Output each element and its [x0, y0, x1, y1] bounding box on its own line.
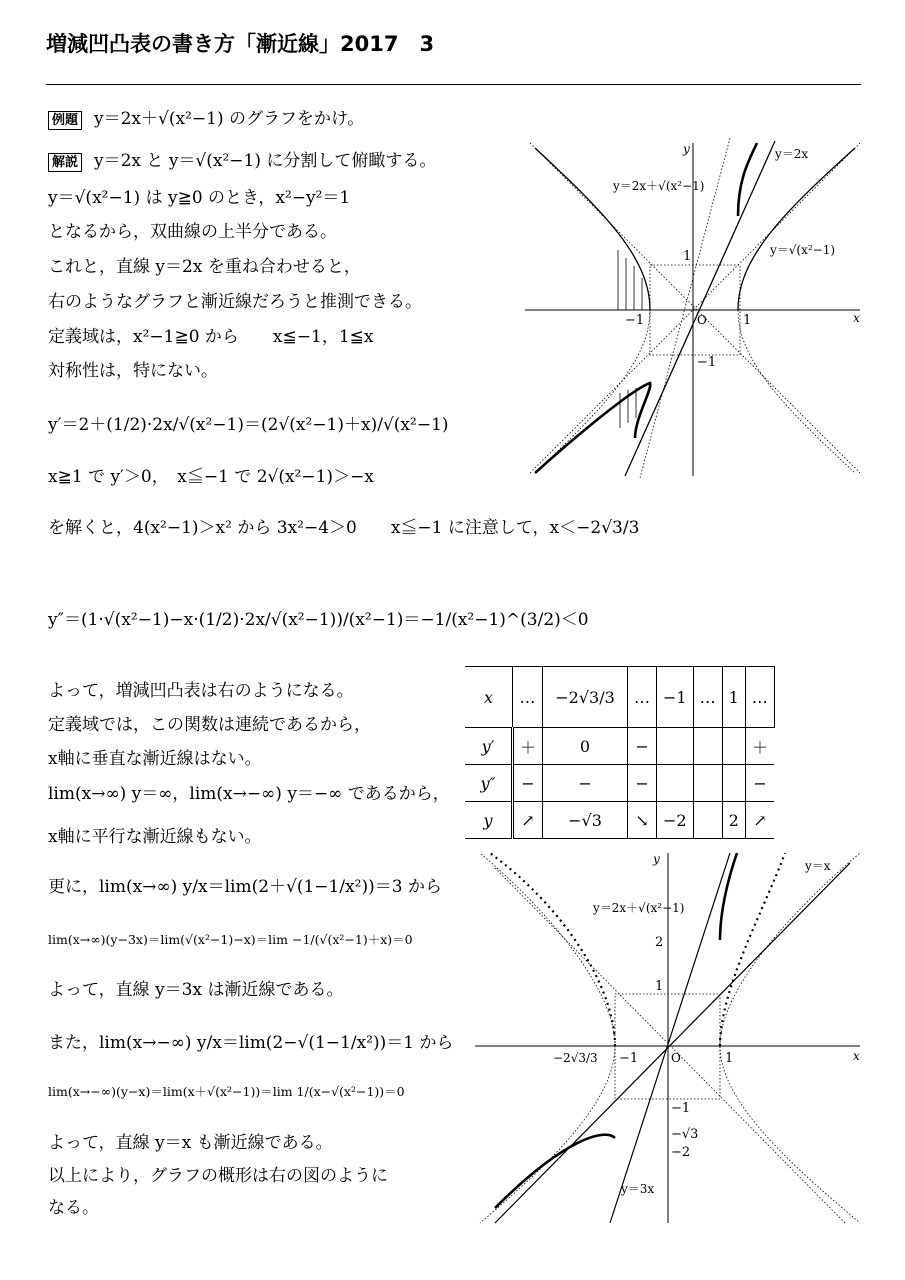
table-cell: …: [745, 667, 774, 728]
table-cell: …: [628, 667, 657, 728]
text-line: よって，増減凹凸表は右のようになる。: [48, 681, 354, 701]
text-line: 右のようなグラフと漸近線だろうと推測できる。: [48, 292, 422, 312]
graph-label: 1: [725, 1051, 734, 1066]
graph-label: y＝√(x²−1): [770, 243, 836, 257]
table-cell: −: [745, 765, 774, 802]
table-cell: [693, 765, 722, 802]
table-cell: y″: [465, 765, 513, 802]
table-cell: …: [513, 667, 543, 728]
graph-label: −1: [671, 1101, 691, 1116]
table-cell: −: [628, 728, 657, 765]
table-row: [465, 667, 774, 728]
table-cell: y: [465, 802, 513, 839]
table-cell: ＋: [513, 728, 543, 765]
graph-curve: [720, 853, 737, 940]
graph-label: y: [653, 852, 660, 866]
graph-label: 1: [655, 979, 664, 994]
graph-sketch: [525, 138, 865, 478]
text-line: 定義域は，x²−1≧0 から x≦−1，1≦x: [48, 327, 374, 347]
text-line: なる。: [48, 1198, 99, 1218]
graph-label: y＝2x: [775, 147, 809, 161]
table-cell: [722, 728, 745, 765]
text-line: x軸に垂直な漸近線はない。: [48, 749, 262, 769]
example-tag: 例題: [48, 111, 82, 130]
limit-line: lim(x→∞)(y−3x)＝lim(√(x²−1)−x)＝lim −1/(√(x²−1)＋x)＝0: [48, 932, 413, 947]
text-line: y＝2x と y＝√(x²−1) に分割して俯瞰する。: [94, 151, 437, 171]
text-line: よって，直線 y＝3x は漸近線である。: [48, 980, 344, 1000]
text-line: 更に，lim(x→∞) y/x＝lim(2＋√(1−1/x²))＝3 から: [48, 877, 442, 897]
solution-line: [48, 146, 436, 172]
variation-table: [465, 666, 775, 839]
graph-label: 1: [743, 313, 752, 328]
table-cell: 1: [722, 667, 745, 728]
graph-label: 1: [683, 249, 692, 264]
table-cell: ↗: [745, 802, 774, 839]
table-cell: 0: [543, 728, 628, 765]
text-line: x軸に平行な漸近線もない。: [48, 827, 262, 847]
table-cell: 2: [722, 802, 745, 839]
text-line: y＝√(x²−1) は y≧0 のとき，x²−y²＝1: [48, 188, 351, 208]
graph-label: y＝2x＋√(x²−1): [593, 901, 685, 915]
graph-curve: [738, 143, 757, 216]
text-line: lim(x→∞) y＝∞，lim(x→−∞) y＝−∞ であるから，: [48, 784, 450, 804]
table-cell: ↘: [628, 802, 657, 839]
table-cell: ↗: [513, 802, 543, 839]
table-cell: [693, 802, 722, 839]
table-cell: …: [693, 667, 722, 728]
graph-label: −1: [619, 1051, 639, 1066]
table-cell: [722, 765, 745, 802]
table-cell: −2: [657, 802, 694, 839]
solution-tag: 解説: [48, 153, 82, 172]
table-cell: −√3: [543, 802, 628, 839]
text-line: を解くと，4(x²−1)＞x² から 3x²−4＞0 x≦−1 に注意して，x＜−2√3/3: [48, 518, 640, 538]
graph-label: 2: [655, 935, 664, 950]
table-cell: x: [465, 667, 513, 728]
page-title: 増減凹凸表の書き方「漸近線」2017 3: [46, 32, 435, 56]
table-cell: ＋: [745, 728, 774, 765]
graph-label: y＝x: [805, 859, 831, 873]
final-graph: [475, 848, 865, 1228]
text-line: また，lim(x→−∞) y/x＝lim(2−√(1−1/x²))＝1 から: [48, 1033, 454, 1053]
line-x: [495, 863, 850, 1223]
graph-label: −2: [671, 1145, 691, 1160]
table-row: [465, 728, 774, 765]
text-line: 対称性は，特にない。: [48, 361, 218, 381]
table-cell: y′: [465, 728, 513, 765]
formula-second-derivative: y″＝(1·√(x²−1)−x·(1/2)·2x/√(x²−1))/(x²−1)＝−1/(x²−1)^(3/2)＜0: [48, 610, 589, 630]
text-line: 以上により，グラフの概形は右の図のように: [48, 1166, 388, 1186]
text-line: となるから，双曲線の上半分である。: [48, 222, 337, 242]
table-cell: −: [628, 765, 657, 802]
text-line: 定義域では，この関数は連続であるから，: [48, 715, 371, 735]
graph-label: x: [853, 1049, 860, 1063]
graph-curve: [495, 1135, 615, 1208]
table-cell: −: [543, 765, 628, 802]
table-cell: [693, 728, 722, 765]
formula-derivative: y′＝2＋(1/2)·2x/√(x²−1)＝(2√(x²−1)＋x)/√(x²−1): [48, 415, 449, 435]
table-cell: [657, 765, 694, 802]
graph-label: O: [671, 1051, 681, 1065]
asymptote-dotted: [490, 853, 785, 1046]
graph-label: y＝2x＋√(x²−1): [613, 179, 705, 193]
graph-label: −√3: [671, 1127, 699, 1142]
example-line: [48, 104, 364, 130]
example-text: y＝2x＋√(x²−1) のグラフをかけ。: [94, 109, 365, 129]
graph-label: −1: [697, 355, 717, 370]
graph-label: −2√3/3: [553, 1051, 598, 1065]
table-cell: [657, 728, 694, 765]
graph-label: y: [683, 142, 690, 156]
table-row: [465, 802, 774, 839]
graph-label: −1: [625, 313, 645, 328]
table-cell: −2√3/3: [543, 667, 628, 728]
table-cell: −: [513, 765, 543, 802]
text-line: これと，直線 y＝2x を重ね合わせると，: [48, 257, 361, 277]
graph-label: y＝3x: [621, 1182, 655, 1196]
text-line: x≧1 で y′＞0， x≦−1 で 2√(x²−1)＞−x: [48, 467, 374, 487]
graph-label: O: [697, 313, 707, 327]
title-rule: [46, 84, 861, 85]
text-line: よって，直線 y＝x も漸近線である。: [48, 1133, 333, 1153]
limit-line: lim(x→−∞)(y−x)＝lim(x＋√(x²−1))＝lim 1/(x−√(x²−1))＝0: [48, 1084, 405, 1099]
table-cell: −1: [657, 667, 694, 728]
table-row: [465, 765, 774, 802]
graph-label: x: [853, 311, 860, 325]
